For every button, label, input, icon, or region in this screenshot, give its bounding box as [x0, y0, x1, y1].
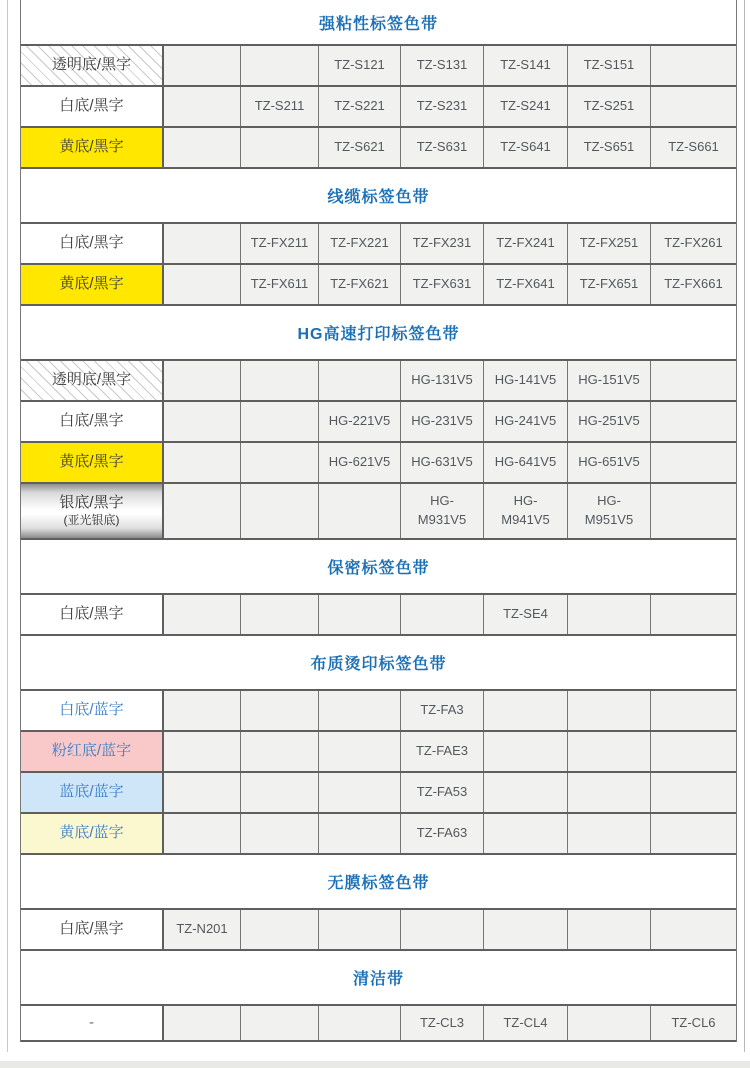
- empty-cell: [241, 691, 319, 730]
- tape-code-cell: TZ-S621: [319, 128, 401, 167]
- tape-code-cell: TZ-FX661: [651, 265, 736, 304]
- tape-code-cell: TZ-FX241: [484, 224, 568, 263]
- row-label: 白底/黑字: [21, 595, 164, 634]
- table-row: [21, 361, 736, 402]
- empty-cell: [164, 484, 241, 538]
- empty-cell: [568, 691, 651, 730]
- empty-cell: [241, 732, 319, 771]
- tape-code-cell: TZ-FX611: [241, 265, 319, 304]
- row-label: 透明底/黑字: [21, 361, 164, 400]
- row-label: 黄底/黑字: [21, 128, 164, 167]
- page-bottom-bar: [0, 1061, 750, 1068]
- tape-code-cell: TZ-FX621: [319, 265, 401, 304]
- tape-code-cell: TZ-S151: [568, 46, 651, 85]
- table-section: [21, 306, 736, 540]
- empty-cell: [651, 773, 736, 812]
- empty-cell: [164, 595, 241, 634]
- tape-code-cell: HG-251V5: [568, 402, 651, 441]
- empty-cell: [164, 1006, 241, 1040]
- empty-cell: [241, 402, 319, 441]
- empty-cell: [319, 691, 401, 730]
- tape-code-cell: TZ-S251: [568, 87, 651, 126]
- row-label: -: [21, 1006, 164, 1040]
- tape-code-cell: TZ-S121: [319, 46, 401, 85]
- table-row: [21, 732, 736, 773]
- empty-cell: [568, 732, 651, 771]
- tape-code-cell: TZ-S631: [401, 128, 484, 167]
- empty-cell: [164, 443, 241, 482]
- tape-code-cell: TZ-FX651: [568, 265, 651, 304]
- content-frame: [7, 0, 745, 1052]
- row-label: 白底/蓝字: [21, 691, 164, 730]
- row-sublabel: (亚光银底): [63, 512, 120, 527]
- table-section: [21, 0, 736, 169]
- empty-cell: [651, 46, 736, 85]
- table-row: [21, 224, 736, 265]
- tape-code-cell: TZ-S641: [484, 128, 568, 167]
- tape-code-cell: TZ-FA3: [401, 691, 484, 730]
- empty-cell: [241, 46, 319, 85]
- tape-code-cell: TZ-S241: [484, 87, 568, 126]
- empty-cell: [319, 1006, 401, 1040]
- empty-cell: [241, 1006, 319, 1040]
- row-label: 白底/黑字: [21, 87, 164, 126]
- tape-code-cell: HG-651V5: [568, 443, 651, 482]
- tape-code-cell: HG-641V5: [484, 443, 568, 482]
- tape-code-cell: TZ-S231: [401, 87, 484, 126]
- empty-cell: [241, 484, 319, 538]
- tape-code-cell: HG-241V5: [484, 402, 568, 441]
- empty-cell: [319, 361, 401, 400]
- tape-code-cell: HG-131V5: [401, 361, 484, 400]
- row-label: 白底/黑字: [21, 402, 164, 441]
- section-title: HG高速打印标签色带: [21, 306, 736, 361]
- empty-cell: [319, 814, 401, 853]
- table-row: [21, 595, 736, 636]
- empty-cell: [651, 595, 736, 634]
- empty-cell: [164, 732, 241, 771]
- empty-cell: [484, 814, 568, 853]
- empty-cell: [651, 691, 736, 730]
- empty-cell: [241, 443, 319, 482]
- table-row: [21, 484, 736, 540]
- tape-code-cell: TZ-S221: [319, 87, 401, 126]
- table-section: [21, 636, 736, 855]
- table-section: [21, 855, 736, 951]
- empty-cell: [568, 773, 651, 812]
- empty-cell: [484, 732, 568, 771]
- row-label: 蓝底/蓝字: [21, 773, 164, 812]
- table-row: [21, 128, 736, 169]
- tape-code-cell: TZ-CL3: [401, 1006, 484, 1040]
- empty-cell: [164, 814, 241, 853]
- section-title: 保密标签色带: [21, 540, 736, 595]
- empty-cell: [319, 773, 401, 812]
- empty-cell: [568, 910, 651, 949]
- empty-cell: [164, 224, 241, 263]
- tape-code-cell: HG-631V5: [401, 443, 484, 482]
- row-label: 白底/黑字: [21, 224, 164, 263]
- empty-cell: [651, 443, 736, 482]
- tape-code-cell: TZ-S661: [651, 128, 736, 167]
- empty-cell: [319, 595, 401, 634]
- table-row: [21, 910, 736, 951]
- tape-code-cell: TZ-N201: [164, 910, 241, 949]
- table-row: [21, 814, 736, 855]
- empty-cell: [651, 910, 736, 949]
- tape-code-cell: TZ-FAE3: [401, 732, 484, 771]
- empty-cell: [651, 732, 736, 771]
- empty-cell: [651, 361, 736, 400]
- empty-cell: [241, 910, 319, 949]
- table-row: [21, 1006, 736, 1042]
- empty-cell: [164, 265, 241, 304]
- table-row: [21, 265, 736, 306]
- tape-code-cell: TZ-SE4: [484, 595, 568, 634]
- tape-code-cell: TZ-CL6: [651, 1006, 736, 1040]
- tape-code-cell: TZ-FX221: [319, 224, 401, 263]
- tape-code-cell: TZ-FX631: [401, 265, 484, 304]
- empty-cell: [164, 46, 241, 85]
- row-label: 黄底/黑字: [21, 443, 164, 482]
- table-section: [21, 169, 736, 306]
- tape-code-cell: HG-221V5: [319, 402, 401, 441]
- empty-cell: [401, 910, 484, 949]
- tape-code-cell: TZ-S211: [241, 87, 319, 126]
- tape-code-cell: TZ-FA53: [401, 773, 484, 812]
- row-label: 银底/黑字 (亚光银底): [21, 484, 164, 538]
- tape-compatibility-table: [20, 0, 737, 1042]
- empty-cell: [164, 361, 241, 400]
- section-title: 线缆标签色带: [21, 169, 736, 224]
- tape-code-cell: TZ-FX251: [568, 224, 651, 263]
- table-row: [21, 402, 736, 443]
- table-section: [21, 951, 736, 1042]
- empty-cell: [241, 128, 319, 167]
- table-row: [21, 46, 736, 87]
- empty-cell: [241, 361, 319, 400]
- empty-cell: [484, 773, 568, 812]
- empty-cell: [319, 484, 401, 538]
- empty-cell: [164, 402, 241, 441]
- empty-cell: [484, 691, 568, 730]
- tape-code-cell: TZ-FX641: [484, 265, 568, 304]
- tape-code-cell: TZ-FA63: [401, 814, 484, 853]
- section-title: 强粘性标签色带: [21, 0, 736, 46]
- empty-cell: [484, 910, 568, 949]
- empty-cell: [568, 1006, 651, 1040]
- empty-cell: [319, 910, 401, 949]
- empty-cell: [568, 814, 651, 853]
- empty-cell: [164, 128, 241, 167]
- tape-code-cell: TZ-CL4: [484, 1006, 568, 1040]
- section-title: 无膜标签色带: [21, 855, 736, 910]
- empty-cell: [241, 773, 319, 812]
- tape-code-cell: TZ-FX261: [651, 224, 736, 263]
- empty-cell: [651, 814, 736, 853]
- section-title: 清洁带: [21, 951, 736, 1006]
- empty-cell: [319, 732, 401, 771]
- empty-cell: [651, 87, 736, 126]
- empty-cell: [241, 595, 319, 634]
- empty-cell: [164, 773, 241, 812]
- tape-code-cell: TZ-FX211: [241, 224, 319, 263]
- table-row: [21, 773, 736, 814]
- section-title: 布质烫印标签色带: [21, 636, 736, 691]
- tape-code-cell: HG-141V5: [484, 361, 568, 400]
- tape-code-cell: HG- M931V5: [401, 484, 484, 538]
- row-label: 黄底/蓝字: [21, 814, 164, 853]
- tape-code-cell: HG-621V5: [319, 443, 401, 482]
- row-label: 白底/黑字: [21, 910, 164, 949]
- table-section: [21, 540, 736, 636]
- table-row: [21, 443, 736, 484]
- tape-code-cell: TZ-S651: [568, 128, 651, 167]
- empty-cell: [568, 595, 651, 634]
- tape-code-cell: HG-151V5: [568, 361, 651, 400]
- row-label: 黄底/黑字: [21, 265, 164, 304]
- tape-code-cell: TZ-S141: [484, 46, 568, 85]
- tape-code-cell: TZ-S131: [401, 46, 484, 85]
- table-row: [21, 87, 736, 128]
- empty-cell: [651, 484, 736, 538]
- tape-code-cell: TZ-FX231: [401, 224, 484, 263]
- row-label: 透明底/黑字: [21, 46, 164, 85]
- tape-code-cell: HG-231V5: [401, 402, 484, 441]
- empty-cell: [241, 814, 319, 853]
- table-row: [21, 691, 736, 732]
- empty-cell: [401, 595, 484, 634]
- empty-cell: [651, 402, 736, 441]
- tape-code-cell: HG- M941V5: [484, 484, 568, 538]
- empty-cell: [164, 87, 241, 126]
- tape-code-cell: HG- M951V5: [568, 484, 651, 538]
- empty-cell: [164, 691, 241, 730]
- row-label: 粉红底/蓝字: [21, 732, 164, 771]
